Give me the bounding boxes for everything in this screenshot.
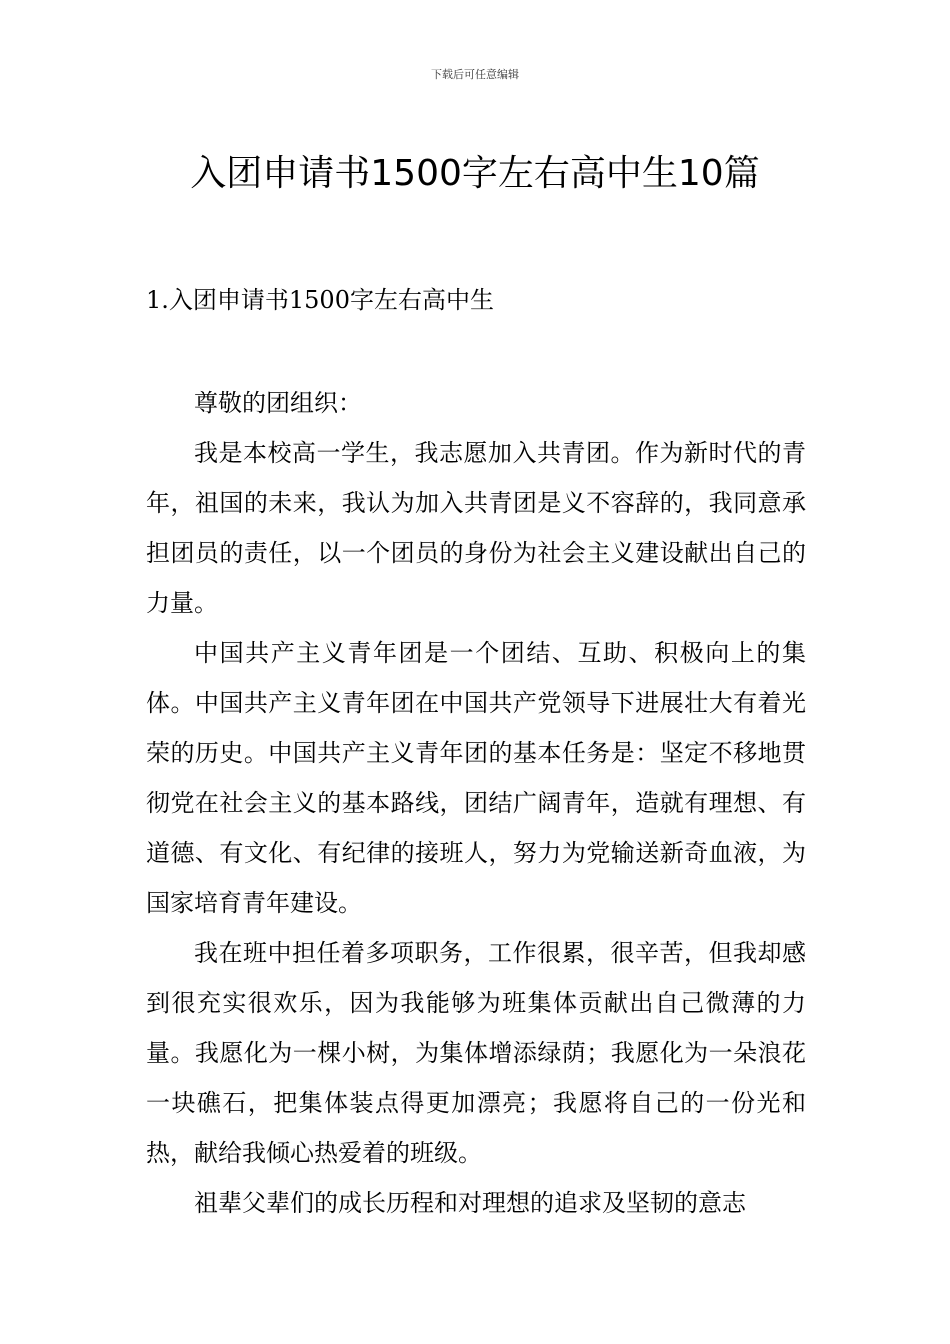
salutation: 尊敬的团组织： xyxy=(194,389,362,417)
section-heading: 1.入团申请书1500字左右高中生 xyxy=(146,286,494,314)
document-title: 入团申请书1500字左右高中生10篇 xyxy=(190,153,760,195)
body-paragraph-1: 我是本校高一学生，我志愿加入共青团。作为新时代的青年，祖国的未来，我认为加入共青团是义不容辞的，我同意承担团员的责任，以一个团员的身份为社会主义建设献出自己的力量。 xyxy=(146,439,806,617)
body-paragraph-3: 我在班中担任着多项职务，工作很累，很辛苦，但我却感到很充实很欢乐，因为我能够为班集体贡献出自己微薄的力量。我愿化为一棵小树，为集体增添绿荫；我愿化为一朵浪花一块礁石，把集体装点得更加漂亮；我愿将自己的一份光和热，献给我倾心热爱着的班级。 xyxy=(146,939,806,1167)
document-body xyxy=(146,378,806,1228)
body-paragraph-4: 祖辈父辈们的成长历程和对理想的追求及坚韧的意志 xyxy=(194,1189,746,1217)
page-header-note: 下载后可任意编辑 xyxy=(431,68,519,81)
body-paragraph-2: 中国共产主义青年团是一个团结、互助、积极向上的集体。中国共产主义青年团在中国共产党领导下进展壮大有着光荣的历史。中国共产主义青年团的基本任务是：坚定不移地贯彻党在社会主义的基本路线，团结广阔青年，造就有理想、有道德、有文化、有纪律的接班人，努力为党输送新奇血液，为国家培育青年建设。 xyxy=(146,639,806,917)
